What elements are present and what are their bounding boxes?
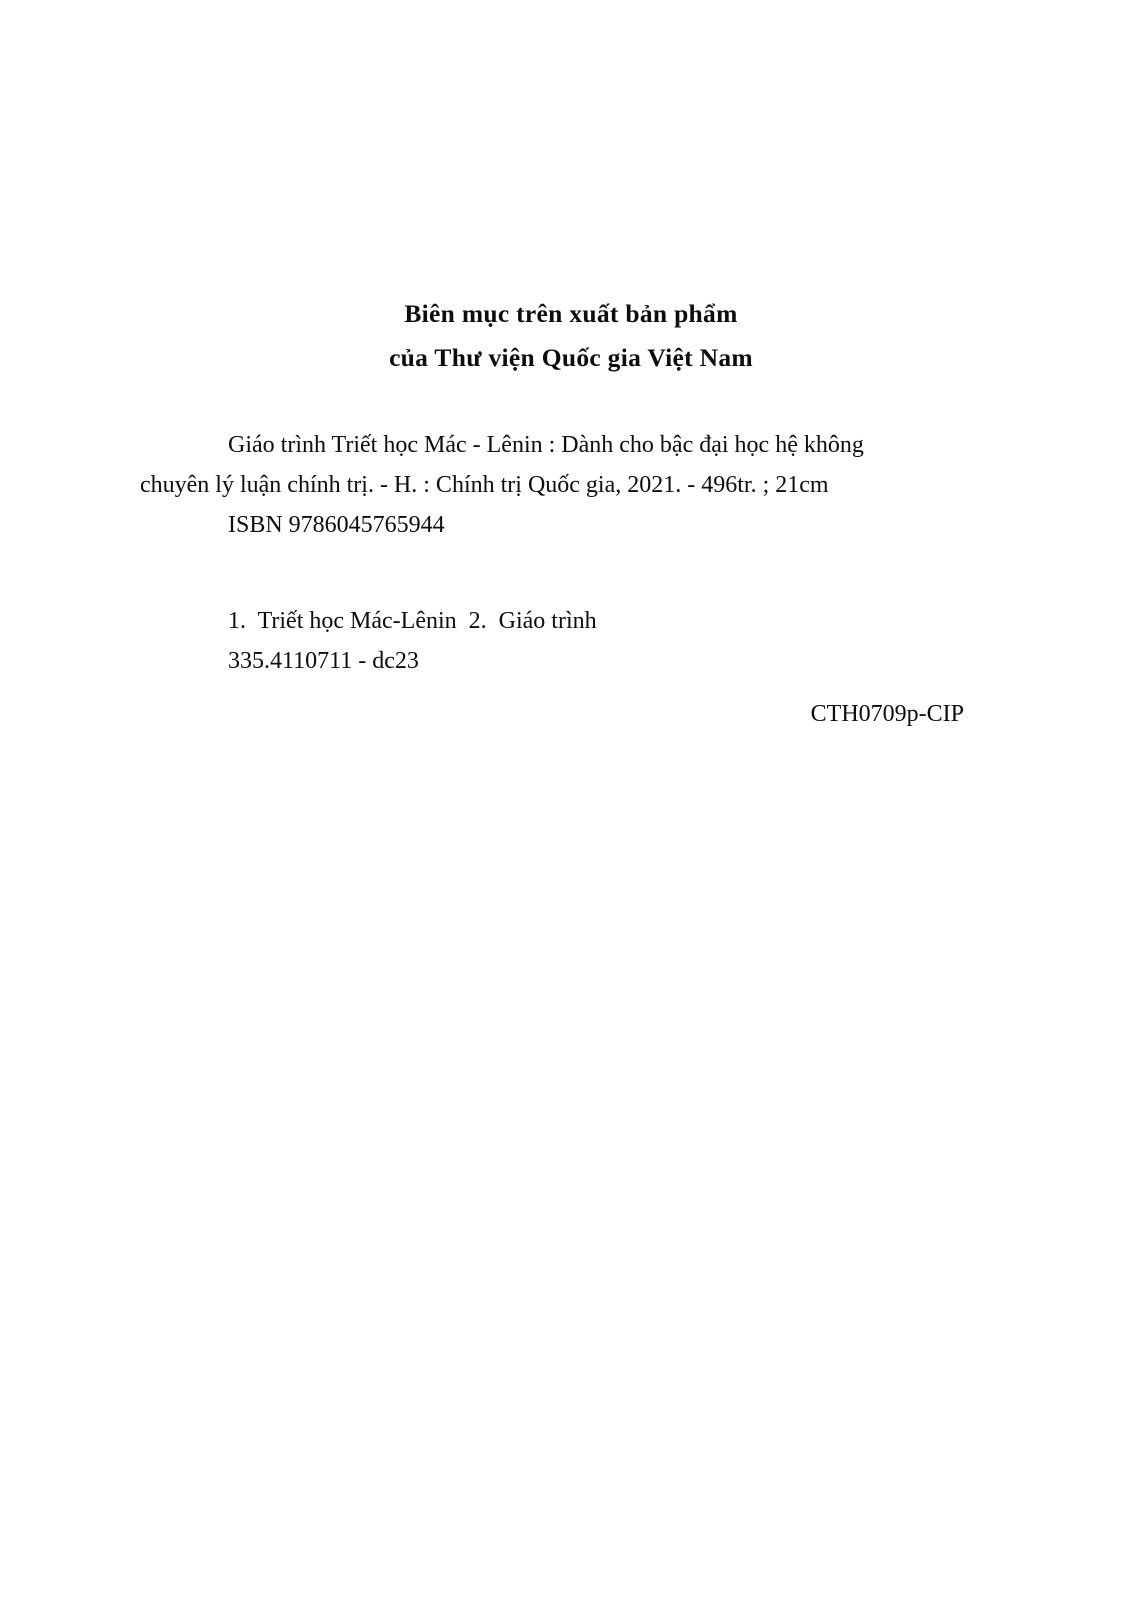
record-isbn-line: ISBN 9786045765944 xyxy=(228,511,445,538)
bibliographic-record xyxy=(140,426,1002,545)
subject-headings xyxy=(140,602,1002,682)
subject-terms-line: 1. Triết học Mác-Lênin 2. Giáo trình xyxy=(228,607,597,634)
cip-control-number: CTH0709p-CIP xyxy=(810,701,964,728)
cip-heading-line-2: của Thư viện Quốc gia Việt Nam xyxy=(389,343,753,373)
record-imprint-line: chuyên lý luận chính trị. - H. : Chính trị Quốc gia, 2021. - 496tr. ; 21cm xyxy=(140,472,829,499)
record-title-line: Giáo trình Triết học Mác - Lênin : Dành cho bậc đại học hệ không xyxy=(228,432,864,459)
cip-heading xyxy=(140,292,1002,380)
cip-heading-line-1: Biên mục trên xuất bản phẩm xyxy=(404,299,738,328)
ddc-classification-line: 335.4110711 - dc23 xyxy=(228,647,419,674)
cip-data-block xyxy=(140,292,1002,735)
